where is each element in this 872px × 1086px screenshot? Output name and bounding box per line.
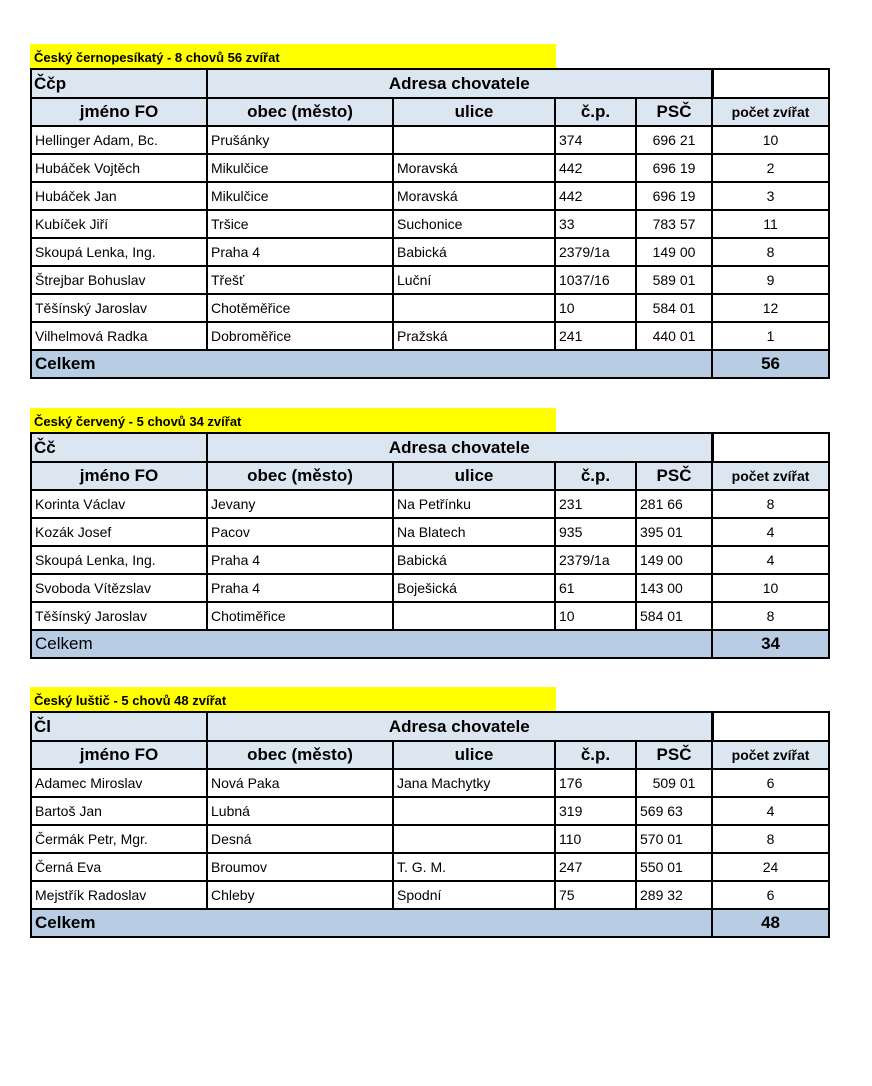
cell-street	[393, 825, 555, 853]
total-row	[31, 350, 829, 378]
cell-city: Prušánky	[207, 126, 393, 154]
table-row	[31, 154, 829, 182]
header-blank-cell	[712, 69, 829, 98]
table-row	[31, 825, 829, 853]
cell-count: 4	[712, 518, 829, 546]
table-row	[31, 238, 829, 266]
cell-psc: 440 01	[636, 322, 712, 350]
table-row	[31, 210, 829, 238]
cell-count: 8	[712, 825, 829, 853]
cell-street: Babická	[393, 238, 555, 266]
cell-count: 10	[712, 126, 829, 154]
cell-city: Broumov	[207, 853, 393, 881]
cell-count: 4	[712, 797, 829, 825]
cell-psc: 584 01	[636, 602, 712, 630]
cell-count: 6	[712, 769, 829, 797]
breed-section	[30, 687, 828, 938]
table-row	[31, 546, 829, 574]
cell-street: Pražská	[393, 322, 555, 350]
cell-psc: 149 00	[636, 546, 712, 574]
cell-street: Na Petřínku	[393, 490, 555, 518]
col-house-no: č.p.	[555, 98, 636, 126]
cell-street	[393, 797, 555, 825]
cell-psc: 550 01	[636, 853, 712, 881]
cell-name: Korinta Václav	[31, 490, 207, 518]
col-street: ulice	[393, 98, 555, 126]
section-title: Český černopesíkatý - 8 chovů 56 zvířat	[30, 44, 556, 68]
column-headers	[31, 98, 829, 126]
cell-psc: 584 01	[636, 294, 712, 322]
col-city: obec (město)	[207, 741, 393, 769]
cell-name: Skoupá Lenka, Ing.	[31, 546, 207, 574]
cell-name: Těšínský Jaroslav	[31, 602, 207, 630]
breed-section	[30, 408, 828, 659]
table-row	[31, 602, 829, 630]
address-header: Adresa chovatele	[207, 69, 712, 98]
cell-street: Suchonice	[393, 210, 555, 238]
cell-city: Lubná	[207, 797, 393, 825]
cell-street	[393, 294, 555, 322]
cell-street: T. G. M.	[393, 853, 555, 881]
cell-name: Hubáček Vojtěch	[31, 154, 207, 182]
table-header-top	[31, 433, 829, 462]
table-row	[31, 518, 829, 546]
cell-city: Dobroměřice	[207, 322, 393, 350]
cell-street: Moravská	[393, 182, 555, 210]
cell-name: Štrejbar Bohuslav	[31, 266, 207, 294]
cell-psc: 696 19	[636, 154, 712, 182]
cell-house-no: 176	[555, 769, 636, 797]
cell-house-no: 75	[555, 881, 636, 909]
col-psc: PSČ	[636, 98, 712, 126]
total-row	[31, 630, 829, 658]
column-headers	[31, 741, 829, 769]
cell-city: Praha 4	[207, 546, 393, 574]
col-city: obec (město)	[207, 462, 393, 490]
total-label: Celkem	[31, 350, 712, 378]
header-blank-cell	[712, 712, 829, 741]
cell-house-no: 2379/1a	[555, 546, 636, 574]
cell-count: 24	[712, 853, 829, 881]
cell-house-no: 33	[555, 210, 636, 238]
cell-city: Jevany	[207, 490, 393, 518]
table-row	[31, 881, 829, 909]
breed-code: Čč	[31, 433, 207, 462]
cell-count: 4	[712, 546, 829, 574]
cell-name: Čermák Petr, Mgr.	[31, 825, 207, 853]
total-value: 34	[712, 630, 829, 658]
cell-city: Mikulčice	[207, 154, 393, 182]
cell-city: Pacov	[207, 518, 393, 546]
cell-house-no: 247	[555, 853, 636, 881]
cell-psc: 281 66	[636, 490, 712, 518]
cell-street: Moravská	[393, 154, 555, 182]
col-count: počet zvířat	[712, 98, 829, 126]
cell-count: 8	[712, 602, 829, 630]
cell-house-no: 61	[555, 574, 636, 602]
cell-house-no: 10	[555, 294, 636, 322]
cell-psc: 570 01	[636, 825, 712, 853]
col-count: počet zvířat	[712, 741, 829, 769]
col-name: jméno FO	[31, 98, 207, 126]
table-row	[31, 574, 829, 602]
cell-count: 2	[712, 154, 829, 182]
cell-name: Kozák Josef	[31, 518, 207, 546]
cell-name: Svoboda Vítězslav	[31, 574, 207, 602]
cell-count: 10	[712, 574, 829, 602]
table-header-top	[31, 712, 829, 741]
col-city: obec (město)	[207, 98, 393, 126]
cell-street: Luční	[393, 266, 555, 294]
section-title: Český červený - 5 chovů 34 zvířat	[30, 408, 556, 432]
cell-house-no: 374	[555, 126, 636, 154]
cell-city: Tršice	[207, 210, 393, 238]
table-row	[31, 322, 829, 350]
cell-count: 1	[712, 322, 829, 350]
cell-house-no: 442	[555, 154, 636, 182]
cell-house-no: 442	[555, 182, 636, 210]
col-street: ulice	[393, 462, 555, 490]
cell-street: Na Blatech	[393, 518, 555, 546]
table-row	[31, 266, 829, 294]
cell-street	[393, 602, 555, 630]
breed-code: Čl	[31, 712, 207, 741]
col-name: jméno FO	[31, 741, 207, 769]
cell-psc: 569 63	[636, 797, 712, 825]
cell-psc: 149 00	[636, 238, 712, 266]
col-name: jméno FO	[31, 462, 207, 490]
cell-psc: 589 01	[636, 266, 712, 294]
cell-house-no: 241	[555, 322, 636, 350]
cell-count: 11	[712, 210, 829, 238]
cell-street: Jana Machytky	[393, 769, 555, 797]
cell-count: 6	[712, 881, 829, 909]
column-headers	[31, 462, 829, 490]
cell-psc: 696 19	[636, 182, 712, 210]
total-value: 48	[712, 909, 829, 937]
table-row	[31, 797, 829, 825]
cell-city: Mikulčice	[207, 182, 393, 210]
total-label: Celkem	[31, 909, 712, 937]
cell-psc: 395 01	[636, 518, 712, 546]
cell-psc: 783 57	[636, 210, 712, 238]
cell-city: Praha 4	[207, 574, 393, 602]
cell-psc: 696 21	[636, 126, 712, 154]
cell-city: Chotiměřice	[207, 602, 393, 630]
cell-name: Hellinger Adam, Bc.	[31, 126, 207, 154]
cell-street	[393, 126, 555, 154]
cell-count: 8	[712, 490, 829, 518]
total-row	[31, 909, 829, 937]
cell-city: Chleby	[207, 881, 393, 909]
breed-section	[30, 44, 828, 379]
table-row	[31, 490, 829, 518]
cell-name: Bartoš Jan	[31, 797, 207, 825]
table-row	[31, 126, 829, 154]
total-label: Celkem	[31, 630, 712, 658]
cell-name: Těšínský Jaroslav	[31, 294, 207, 322]
cell-city: Desná	[207, 825, 393, 853]
address-header: Adresa chovatele	[207, 712, 712, 741]
col-psc: PSČ	[636, 741, 712, 769]
cell-name: Mejstřík Radoslav	[31, 881, 207, 909]
breed-code: Ččp	[31, 69, 207, 98]
cell-city: Třešť	[207, 266, 393, 294]
cell-name: Adamec Miroslav	[31, 769, 207, 797]
col-house-no: č.p.	[555, 741, 636, 769]
col-psc: PSČ	[636, 462, 712, 490]
cell-house-no: 10	[555, 602, 636, 630]
cell-city: Praha 4	[207, 238, 393, 266]
cell-psc: 289 32	[636, 881, 712, 909]
total-value: 56	[712, 350, 829, 378]
cell-count: 3	[712, 182, 829, 210]
cell-count: 12	[712, 294, 829, 322]
cell-house-no: 110	[555, 825, 636, 853]
table-row	[31, 769, 829, 797]
header-blank-cell	[712, 433, 829, 462]
col-count: počet zvířat	[712, 462, 829, 490]
breeders-table	[30, 711, 830, 938]
cell-count: 8	[712, 238, 829, 266]
cell-house-no: 1037/16	[555, 266, 636, 294]
cell-name: Skoupá Lenka, Ing.	[31, 238, 207, 266]
cell-street: Boješická	[393, 574, 555, 602]
cell-house-no: 319	[555, 797, 636, 825]
col-street: ulice	[393, 741, 555, 769]
cell-psc: 143 00	[636, 574, 712, 602]
table-row	[31, 853, 829, 881]
address-header: Adresa chovatele	[207, 433, 712, 462]
cell-street: Babická	[393, 546, 555, 574]
cell-house-no: 231	[555, 490, 636, 518]
cell-city: Chotěměřice	[207, 294, 393, 322]
table-header-top	[31, 69, 829, 98]
cell-name: Hubáček Jan	[31, 182, 207, 210]
cell-city: Nová Paka	[207, 769, 393, 797]
cell-name: Kubíček Jiří	[31, 210, 207, 238]
cell-house-no: 2379/1a	[555, 238, 636, 266]
section-title: Český luštič - 5 chovů 48 zvířat	[30, 687, 556, 711]
breeders-table	[30, 432, 830, 659]
cell-name: Černá Eva	[31, 853, 207, 881]
table-row	[31, 294, 829, 322]
cell-psc: 509 01	[636, 769, 712, 797]
table-row	[31, 182, 829, 210]
cell-house-no: 935	[555, 518, 636, 546]
cell-name: Vilhelmová Radka	[31, 322, 207, 350]
cell-count: 9	[712, 266, 829, 294]
breeders-table	[30, 68, 830, 379]
col-house-no: č.p.	[555, 462, 636, 490]
cell-street: Spodní	[393, 881, 555, 909]
